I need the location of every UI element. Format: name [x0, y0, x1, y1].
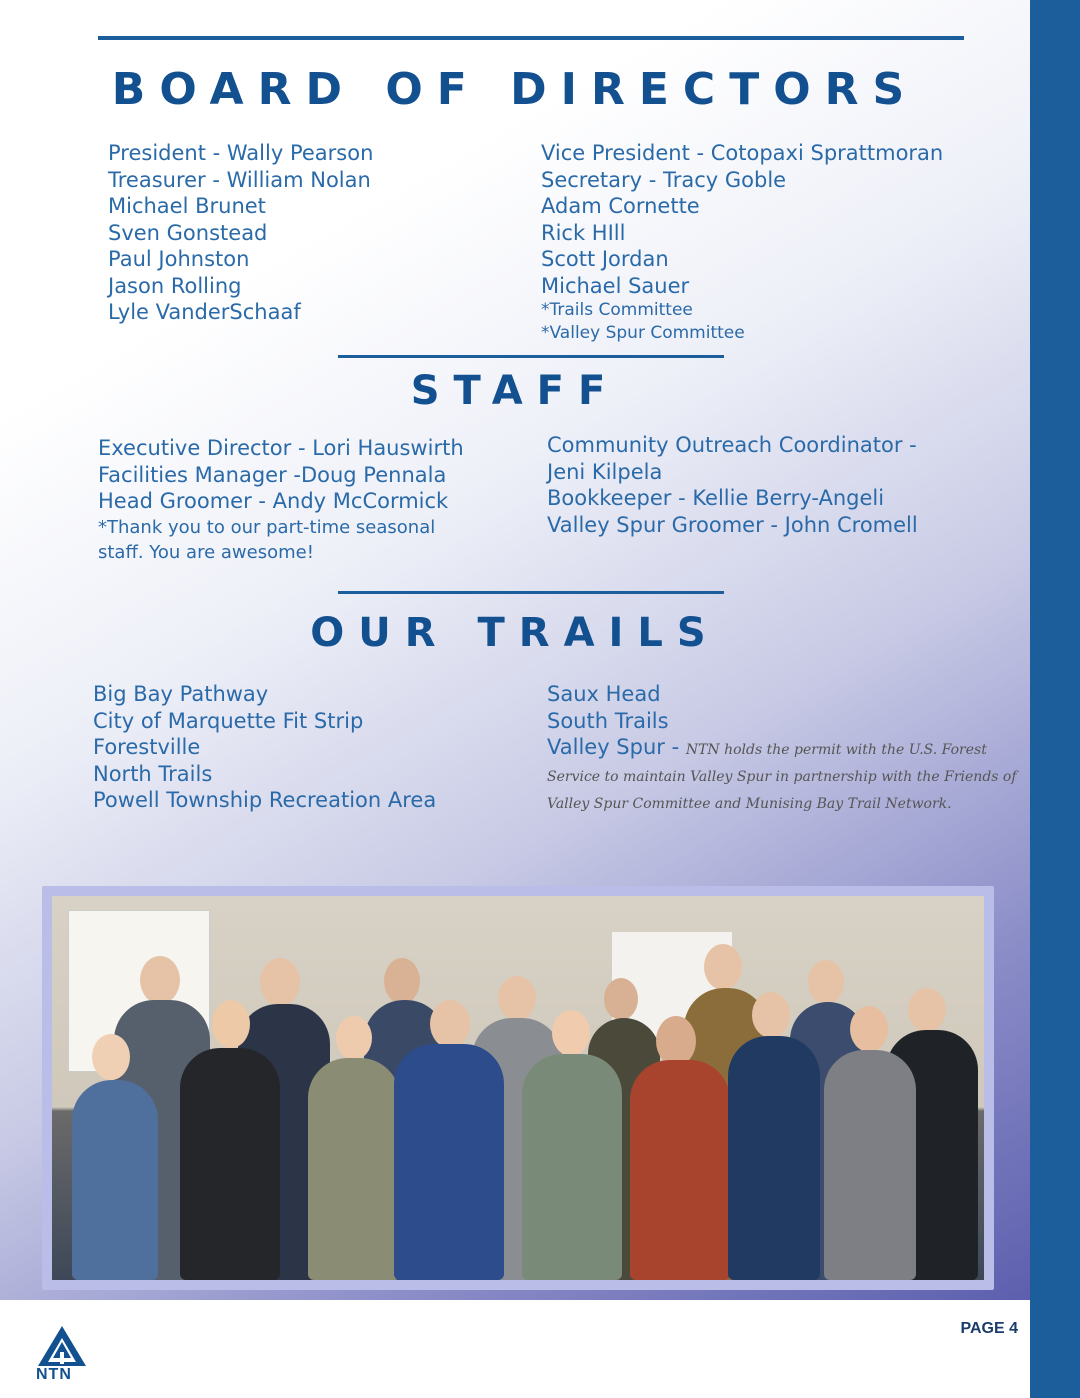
board-member: Vice President - Cotopaxi Sprattmoran [541, 141, 944, 165]
staff-member: Executive Director - Lori Hauswirth [98, 436, 464, 460]
trails-heading: OUR TRAILS [310, 610, 720, 656]
staff-rule [338, 355, 724, 358]
board-member: Secretary - Tracy Goble [541, 167, 787, 192]
trails-rule [338, 591, 724, 594]
board-member: Scott Jordan [541, 247, 669, 271]
staff-member: Valley Spur Groomer - John Cromell [547, 512, 918, 537]
staff-right-list [547, 432, 918, 538]
trail-item: Big Bay Pathway [93, 682, 269, 706]
board-member: Michael Brunet [108, 194, 266, 218]
top-rule [98, 36, 964, 40]
staff-member: Facilities Manager -Doug Pennala [98, 462, 447, 487]
board-member: President - Wally Pearson [108, 141, 374, 165]
staff-thanks-note: staff. You are awesome! [98, 541, 314, 563]
staff-member: Bookkeeper - Kellie Berry-Angeli [547, 486, 885, 510]
trail-item: Forestville [93, 735, 201, 759]
team-photo-frame [42, 886, 994, 1290]
board-right-list [541, 140, 943, 344]
board-member: Sven Gonstead [108, 220, 268, 245]
logo-text: NTN [36, 1366, 72, 1383]
board-member: Jason Rolling [108, 273, 242, 298]
staff-member: Jeni Kilpela [547, 459, 663, 484]
valley-spur-note: NTN holds the permit with the U.S. Forest [685, 742, 987, 758]
staff-thanks-note: *Thank you to our part-time seasonal [98, 516, 436, 538]
trail-item-valley-spur [547, 734, 1017, 764]
board-member: Rick HIll [541, 220, 626, 245]
board-left-list [108, 140, 373, 326]
board-member: Michael Sauer [541, 273, 690, 298]
trails-left-list [93, 681, 436, 814]
staff-member: Head Groomer - Andy McCormick [98, 489, 449, 513]
board-heading: BOARD OF DIRECTORS [111, 64, 919, 115]
board-member: Paul Johnston [108, 247, 250, 271]
committee-note: *Trails Committee [541, 300, 693, 320]
valley-spur-note: Valley Spur Committee and Munising Bay Trail Network. [547, 796, 952, 812]
trail-item: City of Marquette Fit Strip [93, 708, 364, 733]
side-accent-bar [1030, 0, 1080, 1398]
board-member: Adam Cornette [541, 194, 700, 218]
staff-left-list [98, 435, 464, 565]
trail-item: Saux Head [547, 682, 661, 706]
valley-spur-note: Service to maintain Valley Spur in partnership with the Friends of [547, 769, 1017, 785]
page-number: PAGE 4 [960, 1320, 1018, 1337]
trail-item: Powell Township Recreation Area [93, 788, 437, 812]
team-photo [52, 896, 984, 1280]
trail-item: North Trails [93, 761, 213, 786]
board-member: Treasurer - William Nolan [108, 167, 371, 192]
trail-item: South Trails [547, 708, 669, 733]
trail-name: Valley Spur - [547, 735, 686, 759]
staff-heading: STAFF [410, 368, 620, 414]
footer [0, 1300, 1030, 1398]
board-member: Lyle VanderSchaaf [108, 300, 301, 324]
staff-member: Community Outreach Coordinator - [547, 433, 917, 457]
trails-right-list [547, 681, 1017, 818]
committee-note: *Valley Spur Committee [541, 322, 745, 343]
